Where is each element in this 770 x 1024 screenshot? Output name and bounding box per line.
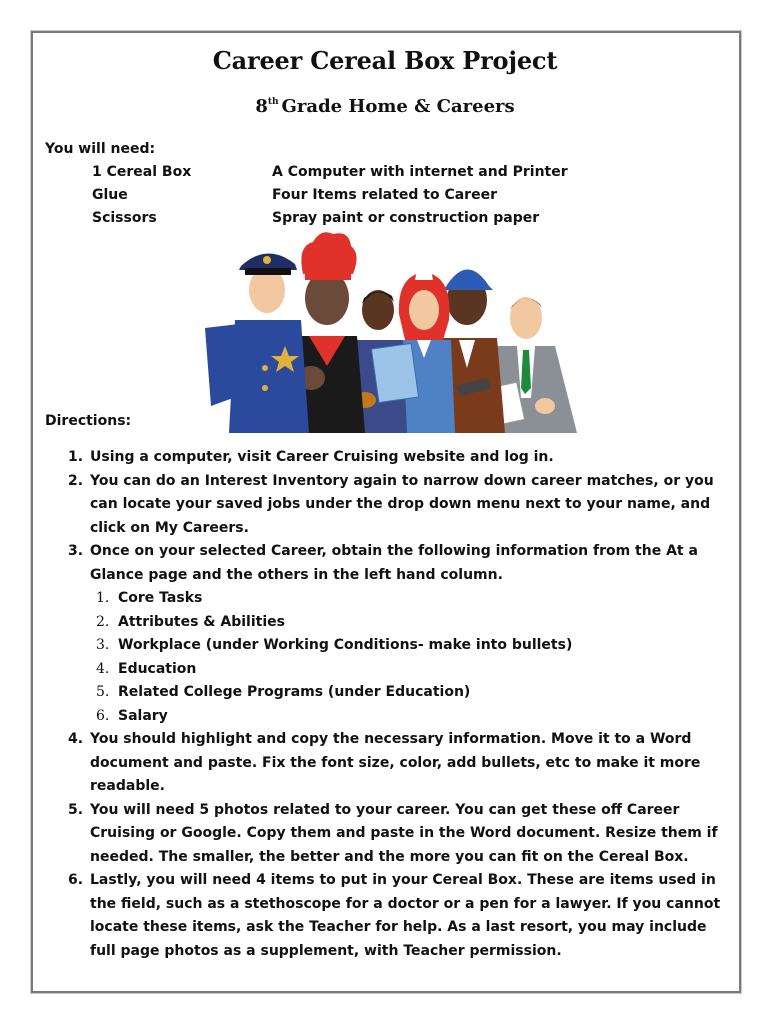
subitem-text: Attributes & Abilities: [118, 613, 285, 630]
item-number: 4.: [68, 731, 84, 747]
list-item: [62, 799, 722, 870]
sublist-item: [90, 634, 722, 658]
careers-clipart: [205, 228, 585, 433]
item-text: Lastly, you will need 4 items to put in your Cereal Box. These are items used in the field, such as a stethoscope for a doctor or a pen for a lawyer. If you cannot locate these items, ask the Teacher for help. As a last resort, you may include full page photos as a supplement, with Teacher permission.: [90, 872, 721, 959]
sublist-item: [90, 658, 722, 682]
subtitle-text: Grade Home & Careers: [281, 96, 515, 117]
sublist-item: [90, 587, 722, 611]
materials-column-1: [92, 161, 191, 230]
list-item: [62, 446, 722, 470]
item-text: Using a computer, visit Career Cruising website and log in.: [90, 449, 554, 465]
material-item: Scissors: [92, 210, 157, 226]
list-item: [62, 728, 722, 799]
subitem-text: Workplace (under Working Conditions- make into bullets): [118, 637, 573, 653]
sublist-item: [90, 611, 722, 635]
subitem-text: Core Tasks: [118, 590, 203, 606]
item-number: 5.: [68, 801, 84, 818]
item-text: You can do an Interest Inventory again to narrow down career matches, or you can locate your saved jobs under the drop down menu next to your name, and click on My Careers.: [90, 472, 714, 536]
info-sublist: [90, 587, 722, 728]
material-item: A Computer with internet and Printer: [272, 164, 568, 180]
grade-number: 8: [255, 96, 268, 117]
materials-column-2: [272, 161, 568, 230]
item-number: 1.: [68, 449, 84, 465]
subitem-number: 3.: [96, 637, 110, 653]
subitem-number: 2.: [96, 613, 110, 630]
grade-suffix: th: [267, 97, 279, 107]
subitem-number: 6.: [96, 707, 110, 724]
need-heading: You will need:: [45, 141, 156, 157]
material-item: Glue: [92, 187, 128, 203]
material-item: 1 Cereal Box: [92, 164, 192, 180]
item-text: Once on your selected Career, obtain the following information from the At a Glance page and the others in the left hand column.: [90, 543, 698, 583]
directions-heading: Directions:: [45, 413, 132, 429]
directions-list: [62, 446, 722, 963]
list-item: [62, 470, 722, 541]
material-item: Spray paint or construction paper: [272, 210, 540, 226]
material-item: Four Items related to Career: [272, 187, 497, 203]
subitem-text: Education: [118, 660, 197, 677]
page-title: Career Cereal Box Project: [212, 46, 558, 75]
subitem-number: 1.: [96, 590, 110, 606]
item-text: You will need 5 photos related to your career. You can get these off Career Cruising or Google. Copy them and paste in the Word document. Resize them if needed. The smaller, the better and the more you can fit on the Cereal Box.: [90, 801, 718, 865]
item-number: 2.: [68, 472, 84, 489]
item-text: You should highlight and copy the necessary information. Move it to a Word document and paste. Fix the font size, color, add bullets, etc to make it more readable.: [90, 731, 701, 794]
subitem-number: 4.: [96, 660, 110, 677]
sublist-item: [90, 705, 722, 729]
item-number: 3.: [68, 543, 84, 559]
list-item: [62, 869, 722, 963]
page-subtitle: [0, 96, 770, 117]
subitem-text: Salary: [118, 707, 168, 724]
item-number: 6.: [68, 872, 84, 888]
police-officer-figure: [205, 253, 309, 433]
subitem-number: 5.: [96, 684, 110, 700]
list-item: [62, 540, 722, 728]
sublist-item: [90, 681, 722, 705]
subitem-text: Related College Programs (under Education): [118, 684, 471, 700]
